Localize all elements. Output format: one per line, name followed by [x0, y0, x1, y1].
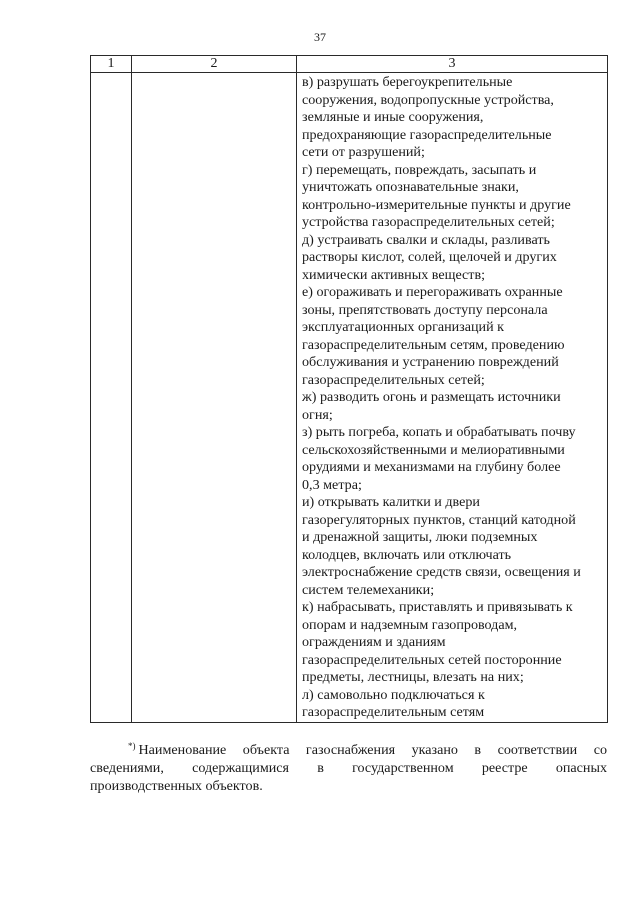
table-row	[91, 73, 608, 723]
restrictions-table	[90, 55, 608, 723]
restriction-line: газораспределительным сетям, проведению	[302, 336, 565, 353]
restriction-line: опорам и надземным газопроводам,	[302, 616, 518, 633]
restriction-line: е) огораживать и перегораживать охранные	[302, 284, 563, 300]
restriction-line: колодцев, включать или отключать	[302, 546, 512, 563]
footnote	[90, 741, 607, 795]
restriction-line: газораспределительных сетей посторонние	[302, 651, 562, 668]
restriction-line: газорегуляторных пунктов, станций катодной	[302, 511, 576, 528]
restriction-line: к) набрасывать, приставлять и привязывать к	[302, 599, 573, 615]
column-header-2: 2	[132, 56, 297, 73]
restriction-line: з) рыть погреба, копать и обрабатывать почву	[302, 424, 576, 440]
restriction-line: предметы, лестницы, влезать на них;	[302, 669, 524, 685]
column-header-3: 3	[297, 56, 608, 73]
footnote-line: производственных объектов.	[90, 778, 263, 794]
restriction-line: газораспределительным сетям	[302, 704, 485, 720]
restriction-line: обслуживания и устранению повреждений	[302, 354, 559, 370]
restriction-line: д) устраивать свалки и склады, разливать	[302, 231, 550, 248]
table-header-row	[91, 56, 608, 73]
restriction-line: электроснабжение средств связи, освещения и	[302, 564, 581, 580]
restriction-line: уничтожать опознавательные знаки,	[302, 179, 519, 195]
restriction-line: растворы кислот, солей, щелочей и других	[302, 249, 557, 265]
restriction-line: орудиями и механизмами на глубину более	[302, 459, 561, 475]
restriction-line: л) самовольно подключаться к	[302, 686, 485, 703]
restriction-line: ж) разводить огонь и размещать источники	[302, 389, 561, 405]
table-cell-col2	[132, 73, 297, 723]
restriction-line: устройства газораспределительных сетей;	[302, 214, 555, 230]
restriction-line: и дренажной защиты, люки подземных	[302, 529, 538, 545]
restriction-line: сельскохозяйственными и мелиоративными	[302, 441, 565, 458]
restriction-line: 0,3 метра;	[302, 476, 362, 493]
restriction-line: и) открывать калитки и двери	[302, 494, 480, 510]
restriction-line: г) перемещать, повреждать, засыпать и	[302, 161, 537, 178]
restriction-line: зоны, препятствовать доступу персонала	[302, 301, 548, 318]
footnote-line	[90, 741, 607, 759]
restriction-line: земляные и иные сооружения,	[302, 109, 484, 125]
restriction-line: газораспределительных сетей;	[302, 371, 485, 388]
page-number: 37	[314, 30, 326, 44]
restrictions-text	[297, 73, 607, 722]
restriction-line: контрольно-измерительные пункты и другие	[302, 196, 571, 213]
restriction-line: в) разрушать берегоукрепительные	[302, 74, 513, 90]
footnote-line: сведениями, содержащимися в государственном реестре опасных	[90, 760, 607, 776]
restriction-line: предохраняющие газораспределительные	[302, 126, 552, 143]
restriction-line: огня;	[302, 406, 333, 423]
column-header-1: 1	[91, 56, 132, 73]
restriction-line: эксплуатационных организаций к	[302, 319, 505, 335]
footnote-line-text: Наименование объекта газоснабжения указано в соответствии со	[138, 742, 607, 758]
restriction-line: сети от разрушений;	[302, 144, 425, 160]
table-cell-col3	[297, 73, 608, 723]
restriction-line: химически активных веществ;	[302, 266, 486, 283]
restriction-line: сооружения, водопропускные устройства,	[302, 91, 554, 108]
footnote-marker: *)	[128, 741, 136, 751]
table-cell-col1	[91, 73, 132, 723]
restriction-line: систем телемеханики;	[302, 581, 435, 598]
restriction-line: ограждениям и зданиям	[302, 634, 446, 650]
